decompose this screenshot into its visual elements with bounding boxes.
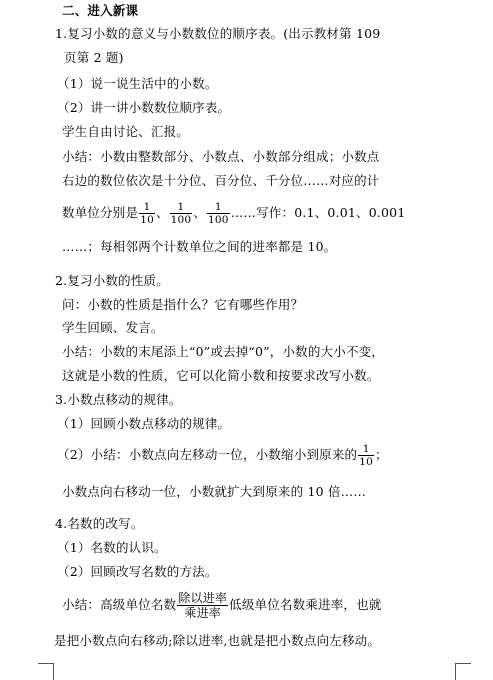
s1-title-line2: 页第 2 题) — [64, 50, 124, 65]
s3-item2-text: （2）小结：小数点向左移动一位，小数缩小到原来的 — [57, 447, 358, 462]
fraction-denominator: 100 — [170, 214, 192, 226]
s2-title: 2.复习小数的性质。 — [55, 273, 169, 288]
fraction-one-tenth — [139, 201, 155, 226]
s4-last-line: 是把小数点向右移动;除以进率,也就是把小数点向左移动。 — [54, 633, 381, 648]
s1-item2: （2）讲一讲小数数位顺序表。 — [57, 100, 231, 115]
s3-item1: （1）回顾小数点移动的规律。 — [57, 416, 231, 431]
s4-title: 4.名数的改写。 — [55, 516, 144, 531]
fraction-numerator: 1 — [207, 201, 230, 214]
crop-mark-left-h — [38, 663, 54, 664]
fraction-numerator: 1 — [170, 201, 193, 214]
crop-mark-right-v — [455, 663, 456, 680]
s1-item1: （1）说一说生活中的小数。 — [57, 76, 218, 91]
s3-item2-line2: 小数点向右移动一位，小数就扩大到原来的 10 倍…… — [62, 484, 367, 499]
s4-item1: （1）名数的认识。 — [57, 540, 167, 555]
s3-item2 — [57, 442, 388, 468]
s4-item2: （2）回顾改写名数的方法。 — [57, 564, 218, 579]
fraction-numerator: 1 — [139, 201, 155, 214]
crop-mark-right-h — [455, 663, 471, 664]
fraction-one-tenth — [358, 443, 374, 468]
s1-summary-line4: ……；每相邻两个计数单位之间的进率都是 10。 — [62, 239, 337, 254]
s1-title-line1: 1.复习小数的意义与小数数位的顺序表。(出示教材第 109 — [55, 26, 381, 41]
s1-summary-line3-prefix: 数单位分别是 — [62, 205, 139, 220]
fraction-denominator: 10 — [140, 214, 154, 226]
fraction-numerator: 除以进率 — [178, 591, 228, 605]
s1-summary-line3-suffix: ……写作：0.1、0.01、0.001 — [230, 205, 406, 220]
s1-summary-line1: 小结：小数由整数部分、小数点、小数部分组成；小数点 — [62, 149, 380, 164]
fraction-numerator: 1 — [358, 443, 374, 456]
fraction-denominator: 100 — [208, 214, 229, 226]
s4-summary — [62, 590, 382, 620]
crop-mark-left-v — [53, 663, 54, 680]
s2-summary-line1: 小结：小数的末尾添上“0”或去掉“0”，小数的大小不变， — [62, 344, 385, 359]
s3-item2-suffix: ； — [375, 447, 388, 462]
fraction-third — [207, 201, 230, 226]
s2-summary-line2: 这就是小数的性质，它可以化简小数和按要求改写小数。 — [62, 368, 380, 383]
s2-question: 问：小数的性质是指什么？它有哪些作用？ — [62, 297, 304, 312]
s4-summary-prefix: 小结：高级单位名数 — [62, 597, 177, 612]
fraction-denominator: 10 — [359, 456, 374, 468]
fraction-conversion-rule — [177, 591, 228, 620]
s2-student-response: 学生回顾、发言。 — [62, 320, 164, 335]
s1-summary-line2: 右边的数位依次是十分位、百分位、千分位……对应的计 — [62, 173, 380, 188]
s1-summary-line3: 数单位分别是 $\frac{1}{10}$ 、 $\frac{1}{100}$ 、 $\frac{1}{100}$ ……写作：0.1、0.01、0.001 — [62, 201, 406, 226]
s4-summary-suffix: 低级单位名数乘进率，也就 — [229, 597, 382, 612]
s3-title: 3.小数点移动的规律。 — [55, 392, 182, 407]
section-title: 二、进入新课 — [62, 3, 139, 18]
s1-student-discussion: 学生自由讨论、汇报。 — [62, 124, 190, 139]
fraction-one-hundredth — [170, 201, 193, 226]
fraction-denominator: 乘进率 — [184, 606, 222, 620]
